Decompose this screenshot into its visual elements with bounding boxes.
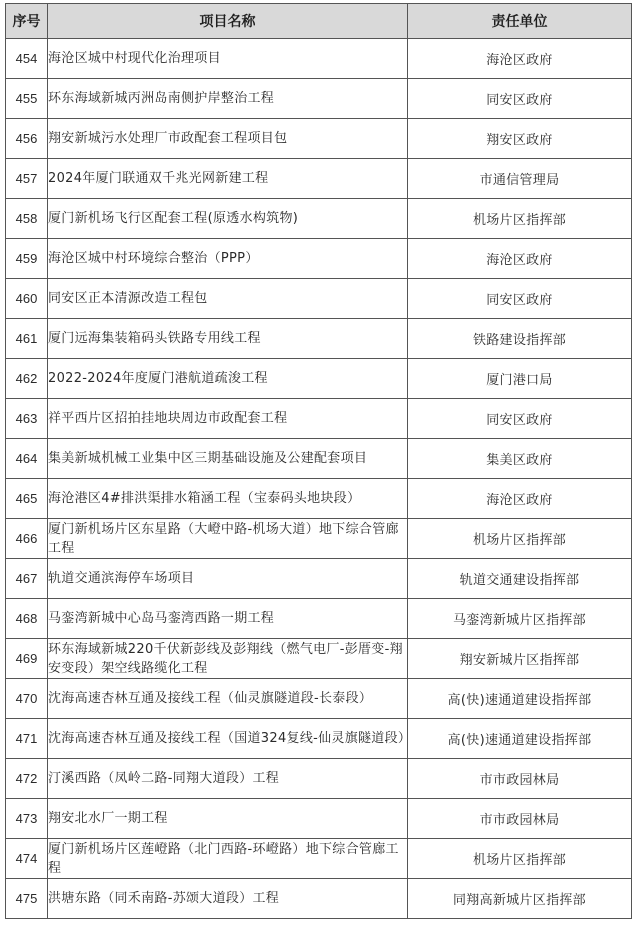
row-seq: 459 [6,239,48,279]
row-seq: 458 [6,199,48,239]
table-row [6,239,632,279]
row-project-name: 厦门远海集装箱码头铁路专用线工程 [48,319,408,359]
row-seq: 466 [6,519,48,559]
table-row [6,319,632,359]
row-project-name: 厦门新机场飞行区配套工程(原透水构筑物) [48,199,408,239]
row-responsible-unit: 翔安区政府 [408,119,632,159]
table-row [6,719,632,759]
row-project-name: 2024年厦门联通双千兆光网新建工程 [48,159,408,199]
row-project-name: 厦门新机场片区莲嶝路（北门西路-环嶝路）地下综合管廊工程 [48,839,408,879]
row-seq: 461 [6,319,48,359]
row-project-name: 海沧港区4#排洪渠排水箱涵工程（宝泰码头地块段） [48,479,408,519]
table-row [6,479,632,519]
row-responsible-unit: 翔安新城片区指挥部 [408,639,632,679]
row-seq: 454 [6,39,48,79]
table-row [6,399,632,439]
row-responsible-unit: 海沧区政府 [408,39,632,79]
row-responsible-unit: 市通信管理局 [408,159,632,199]
row-project-name: 环东海域新城丙洲岛南侧护岸整治工程 [48,79,408,119]
row-responsible-unit: 机场片区指挥部 [408,839,632,879]
table-row [6,519,632,559]
table-row [6,359,632,399]
row-seq: 469 [6,639,48,679]
row-seq: 467 [6,559,48,599]
table-row [6,119,632,159]
row-project-name: 翔安新城污水处理厂市政配套工程项目包 [48,119,408,159]
row-project-name: 集美新城机械工业集中区三期基础设施及公建配套项目 [48,439,408,479]
row-responsible-unit: 同安区政府 [408,399,632,439]
row-project-name: 翔安北水厂一期工程 [48,799,408,839]
row-seq: 463 [6,399,48,439]
table-row [6,679,632,719]
row-seq: 471 [6,719,48,759]
row-seq: 462 [6,359,48,399]
table-row [6,559,632,599]
row-responsible-unit: 厦门港口局 [408,359,632,399]
row-seq: 472 [6,759,48,799]
row-responsible-unit: 机场片区指挥部 [408,519,632,559]
row-seq: 475 [6,879,48,919]
table-row [6,879,632,919]
row-project-name: 海沧区城中村环境综合整治（PPP） [48,239,408,279]
table-row [6,279,632,319]
row-responsible-unit: 高(快)速通道建设指挥部 [408,719,632,759]
row-responsible-unit: 海沧区政府 [408,239,632,279]
table-row [6,199,632,239]
row-responsible-unit: 铁路建设指挥部 [408,319,632,359]
row-responsible-unit: 市市政园林局 [408,799,632,839]
row-project-name: 环东海域新城220千伏新彭线及彭翔线（燃气电厂-彭厝变-翔安变段）架空线路缆化工程 [48,639,408,679]
table-row [6,599,632,639]
row-seq: 470 [6,679,48,719]
table-row [6,439,632,479]
project-table [5,3,632,919]
table-row [6,79,632,119]
row-seq: 465 [6,479,48,519]
row-seq: 474 [6,839,48,879]
row-responsible-unit: 同安区政府 [408,79,632,119]
table-row [6,759,632,799]
table-row [6,799,632,839]
header-responsible-unit: 责任单位 [408,4,632,39]
row-project-name: 2022-2024年度厦门港航道疏浚工程 [48,359,408,399]
row-responsible-unit: 同安区政府 [408,279,632,319]
row-seq: 460 [6,279,48,319]
row-responsible-unit: 机场片区指挥部 [408,199,632,239]
row-seq: 464 [6,439,48,479]
row-seq: 455 [6,79,48,119]
row-project-name: 马銮湾新城中心岛马銮湾西路一期工程 [48,599,408,639]
table-row [6,159,632,199]
row-responsible-unit: 集美区政府 [408,439,632,479]
table-row [6,639,632,679]
row-project-name: 厦门新机场片区东星路（大嶝中路-机场大道）地下综合管廊工程 [48,519,408,559]
row-seq: 457 [6,159,48,199]
header-seq: 序号 [6,4,48,39]
row-project-name: 沈海高速杏林互通及接线工程（仙灵旗隧道段-长泰段） [48,679,408,719]
row-project-name: 汀溪西路（凤岭二路-同翔大道段）工程 [48,759,408,799]
row-project-name: 同安区正本清源改造工程包 [48,279,408,319]
row-seq: 473 [6,799,48,839]
table-row [6,839,632,879]
header-row [6,4,632,39]
row-seq: 456 [6,119,48,159]
row-responsible-unit: 马銮湾新城片区指挥部 [408,599,632,639]
row-responsible-unit: 市市政园林局 [408,759,632,799]
row-project-name: 沈海高速杏林互通及接线工程（国道324复线-仙灵旗隧道段） [48,719,408,759]
row-seq: 468 [6,599,48,639]
row-responsible-unit: 轨道交通建设指挥部 [408,559,632,599]
table-row [6,39,632,79]
header-project-name: 项目名称 [48,4,408,39]
row-responsible-unit: 高(快)速通道建设指挥部 [408,679,632,719]
row-project-name: 洪塘东路（同禾南路-苏颂大道段）工程 [48,879,408,919]
row-project-name: 海沧区城中村现代化治理项目 [48,39,408,79]
row-responsible-unit: 同翔高新城片区指挥部 [408,879,632,919]
row-responsible-unit: 海沧区政府 [408,479,632,519]
row-project-name: 祥平西片区招拍挂地块周边市政配套工程 [48,399,408,439]
row-project-name: 轨道交通滨海停车场项目 [48,559,408,599]
